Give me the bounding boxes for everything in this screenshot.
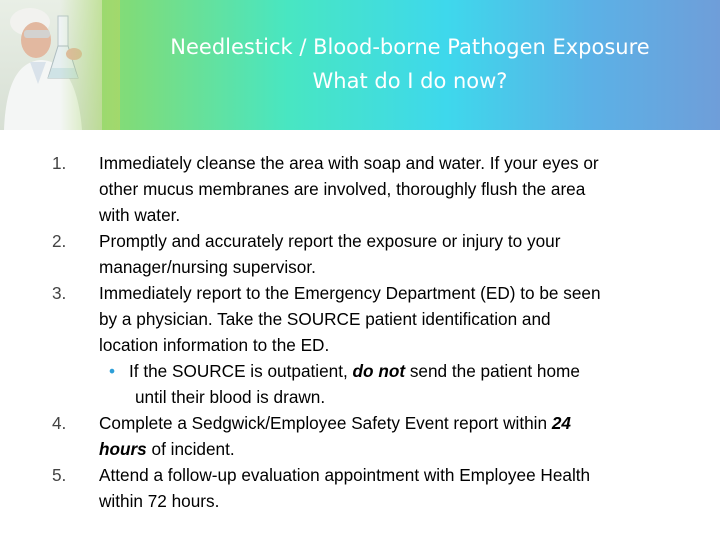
step-line <box>99 410 699 436</box>
step-text-after: of incident. <box>146 439 235 459</box>
step-number: 4. <box>52 413 67 433</box>
step-3 <box>0 280 720 410</box>
step-line: Immediately cleanse the area with soap and water. If your eyes or <box>99 153 599 173</box>
step-line: Promptly and accurately report the exposure or injury to your <box>99 231 561 251</box>
step-line <box>99 436 699 462</box>
sub-text-line2: until their blood is drawn. <box>135 387 326 407</box>
sub-text-emphasis: do not <box>352 361 406 381</box>
step-line: Attend a follow-up evaluation appointment with Employee Health <box>99 465 591 485</box>
step-line: with water. <box>99 205 181 225</box>
title-line-1: Needlestick / Blood-borne Pathogen Exposure <box>170 35 650 59</box>
steps-list <box>0 150 720 514</box>
step-line: Immediately report to the Emergency Department (ED) to be seen <box>99 283 601 303</box>
step-text-before: Complete a Sedgwick/Employee Safety Event report within <box>99 413 552 433</box>
page-title <box>110 30 710 98</box>
step-2 <box>0 228 720 280</box>
step-text <box>99 462 699 514</box>
sub-text-before: If the SOURCE is outpatient, <box>129 361 353 381</box>
step-number: 5. <box>52 465 67 485</box>
step-number: 1. <box>52 153 67 173</box>
step-text <box>99 150 699 228</box>
step-text <box>99 228 699 280</box>
step-5 <box>0 462 720 514</box>
step-1 <box>0 150 720 228</box>
step-text <box>99 410 699 462</box>
step-line: manager/nursing supervisor. <box>99 257 316 277</box>
sub-text-after: send the patient home <box>405 361 580 381</box>
step-text <box>99 280 699 358</box>
step-text-bold: 24 <box>551 413 571 433</box>
step-number: 3. <box>52 283 67 303</box>
step-line: other mucus membranes are involved, thoroughly flush the area <box>99 179 586 199</box>
bullet-icon: • <box>109 361 116 381</box>
title-line-2: What do I do now? <box>312 69 508 93</box>
sub-bullet <box>109 358 699 410</box>
step-line: within 72 hours. <box>99 491 220 511</box>
step-text-bold: hours <box>99 439 147 459</box>
step-line: location information to the ED. <box>99 335 330 355</box>
step-number: 2. <box>52 231 67 251</box>
step-4 <box>0 410 720 462</box>
step-line: by a physician. Take the SOURCE patient identification and <box>99 309 551 329</box>
sub-bullet-text <box>129 361 580 381</box>
